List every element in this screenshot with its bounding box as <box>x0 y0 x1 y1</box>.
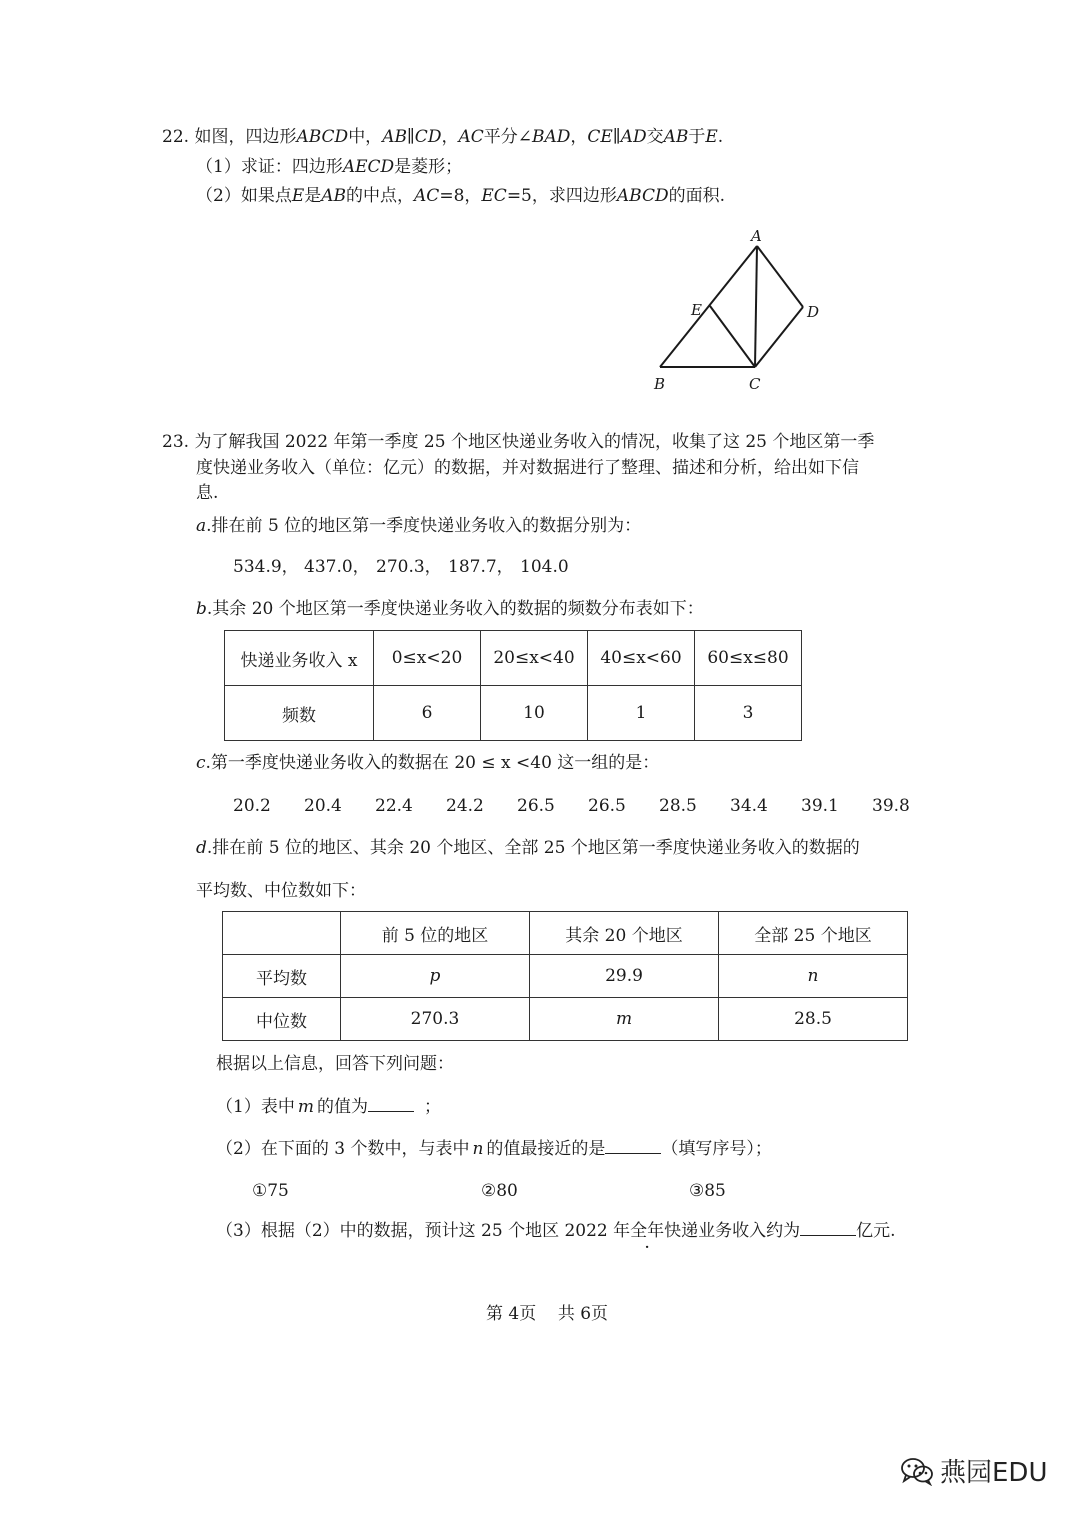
stats-table <box>222 911 908 1041</box>
stats-cell: p <box>341 955 530 998</box>
q23-item-a: a.排在前 5 位的地区第一季度快递业务收入的数据分别为： <box>196 516 642 536</box>
q22-part2: （2）如果点E是AB的中点，AC=8，EC=5，求四边形ABCD的面积. <box>196 186 726 206</box>
wechat-icon <box>900 1456 934 1486</box>
segment-ad <box>757 246 803 307</box>
freq-count: 1 <box>588 686 695 741</box>
answer-blank-3[interactable] <box>800 1217 856 1236</box>
stats-cell: 29.9 <box>530 955 719 998</box>
q23-item-d: d.排在前 5 位的地区、其余 20 个地区、全部 25 个地区第一季度快递业务收入的数据的 <box>196 838 860 858</box>
q23-option-1: ①75 <box>252 1181 289 1201</box>
q23-stem-line1: 23. 为了解我国 2022 年第一季度 25 个地区快递业务收入的情况，收集了这 25 个地区第一季 <box>162 432 875 452</box>
q23-item-c: c.第一季度快递业务收入的数据在 20 ≤ x <40 这一组的是： <box>196 753 660 773</box>
answer-blank-1[interactable] <box>368 1093 414 1112</box>
stats-cell: m <box>530 998 719 1041</box>
q22-part1: （1）求证：四边形AECD是菱形； <box>196 157 463 177</box>
stats-cell: 270.3 <box>341 998 530 1041</box>
emphasis-full-year: 全年 <box>630 1221 665 1241</box>
freq-count: 10 <box>481 686 588 741</box>
stats-row-label: 平均数 <box>223 955 341 998</box>
q23-option-3: ③85 <box>689 1181 726 1201</box>
point-label-a: A <box>751 227 762 245</box>
q23-answer-intro: 根据以上信息，回答下列问题： <box>216 1054 454 1074</box>
point-label-c: C <box>749 375 761 393</box>
answer-blank-2[interactable] <box>605 1135 661 1154</box>
freq-bin: 60≤x≤80 <box>695 631 802 686</box>
stats-row-label: 中位数 <box>223 998 341 1041</box>
q23-item-b: b.其余 20 个地区第一季度快递业务收入的数据的频数分布表如下： <box>196 599 704 619</box>
q23-c-values: 20.2 20.4 22.4 24.2 26.5 26.5 28.5 34.4 39.1 39.8 <box>233 796 910 816</box>
q23-a-values: 534.9， 437.0， 270.3， 187.7， 104.0 <box>233 557 569 577</box>
freq-bin: 0≤x<20 <box>374 631 481 686</box>
watermark-text: 燕园EDU <box>940 1458 1048 1488</box>
freq-count: 3 <box>695 686 802 741</box>
freq-header-label: 快递业务收入 x <box>225 631 374 686</box>
point-label-d: D <box>807 303 820 321</box>
stats-col-header: 全部 25 个地区 <box>719 912 908 955</box>
q23-sub1: （1）表中 m 的值为 ； <box>216 1093 441 1120</box>
watermark <box>900 1452 1047 1489</box>
segment-ac <box>755 246 757 367</box>
point-label-e: E <box>691 301 702 319</box>
q23-sub2: （2）在下面的 3 个数中，与表中 n 的值最接近的是 （填写序号）； <box>216 1135 772 1162</box>
freq-count: 6 <box>374 686 481 741</box>
stats-col-header: 前 5 位的地区 <box>341 912 530 955</box>
q22-stem: 22. 如图，四边形ABCD中，AB∥CD，AC平分∠BAD，CE∥AD交AB于E. <box>162 127 724 147</box>
stats-cell: n <box>719 955 908 998</box>
freq-bin: 20≤x<40 <box>481 631 588 686</box>
stats-corner <box>223 912 341 955</box>
q23-item-d-line2: 平均数、中位数如下： <box>196 881 366 901</box>
rhombus-figure <box>640 222 840 402</box>
q23-sub3: （3）根据（2）中的数据，预计这 25 个地区 2022 年全年快递业务收入约为 亿元. <box>216 1217 896 1244</box>
stats-cell: 28.5 <box>719 998 908 1041</box>
stats-col-header: 其余 20 个地区 <box>530 912 719 955</box>
freq-row-label: 频数 <box>225 686 374 741</box>
freq-bin: 40≤x<60 <box>588 631 695 686</box>
segment-ec <box>710 306 755 367</box>
q23-option-2: ②80 <box>481 1181 518 1201</box>
q23-stem-line3: 息. <box>196 483 219 503</box>
page-footer: 第 4页 共 6页 <box>486 1304 609 1324</box>
point-label-b: B <box>654 375 666 393</box>
segment-dc <box>755 307 803 367</box>
frequency-table <box>224 630 802 741</box>
q23-stem-line2: 度快递业务收入（单位：亿元）的数据，并对数据进行了整理、描述和分析，给出如下信 <box>196 458 859 478</box>
